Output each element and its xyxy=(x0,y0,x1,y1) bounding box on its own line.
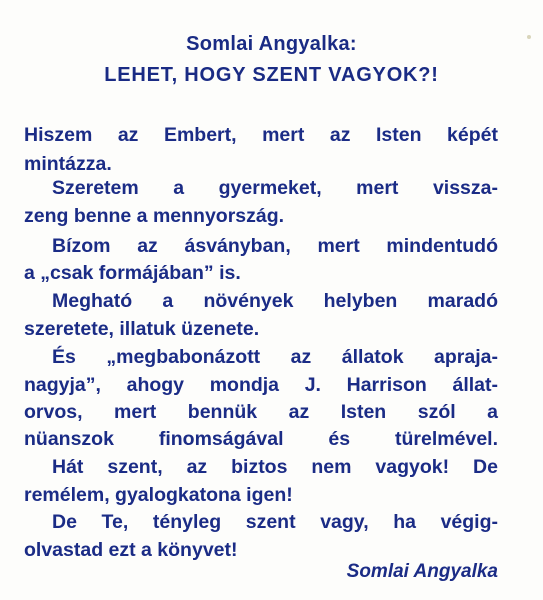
text-line: nagyja”, ahogy mondja J. Harrison állat- xyxy=(24,374,498,396)
text-line: zeng benne a mennyország. xyxy=(24,205,285,227)
text-line: orvos, mert bennük az Isten szól a xyxy=(24,401,498,423)
text-line: Megható a növények helyben maradó xyxy=(52,290,498,312)
text-line: szeretete, illatuk üzenete. xyxy=(24,318,260,340)
text-line: remélem, gyalogkatona igen! xyxy=(24,484,293,506)
author-title: Somlai Angyalka: xyxy=(186,33,357,55)
text-line: De Te, tényleg szent vagy, ha végig- xyxy=(52,511,498,533)
text-line: a „csak formájában” is. xyxy=(24,262,241,284)
text-line: olvastad ezt a könyvet! xyxy=(24,539,238,561)
page-heading: LEHET, HOGY SZENT VAGYOK?! xyxy=(104,64,439,86)
paper-speck xyxy=(527,35,531,39)
text-line: Szeretem a gyermeket, mert vissza- xyxy=(52,177,498,199)
text-line: mintázza. xyxy=(24,153,112,175)
text-line: Hiszem az Embert, mert az Isten képét xyxy=(24,124,498,146)
signature: Somlai Angyalka xyxy=(346,561,498,582)
text-line: Hát szent, az biztos nem vagyok! De xyxy=(52,456,498,478)
text-line: Bízom az ásványban, mert mindentudó xyxy=(52,235,498,257)
text-line: És „megbabonázott az állatok apraja- xyxy=(52,346,498,368)
text-line: nüanszok finomságával és türelmével. xyxy=(24,428,498,450)
